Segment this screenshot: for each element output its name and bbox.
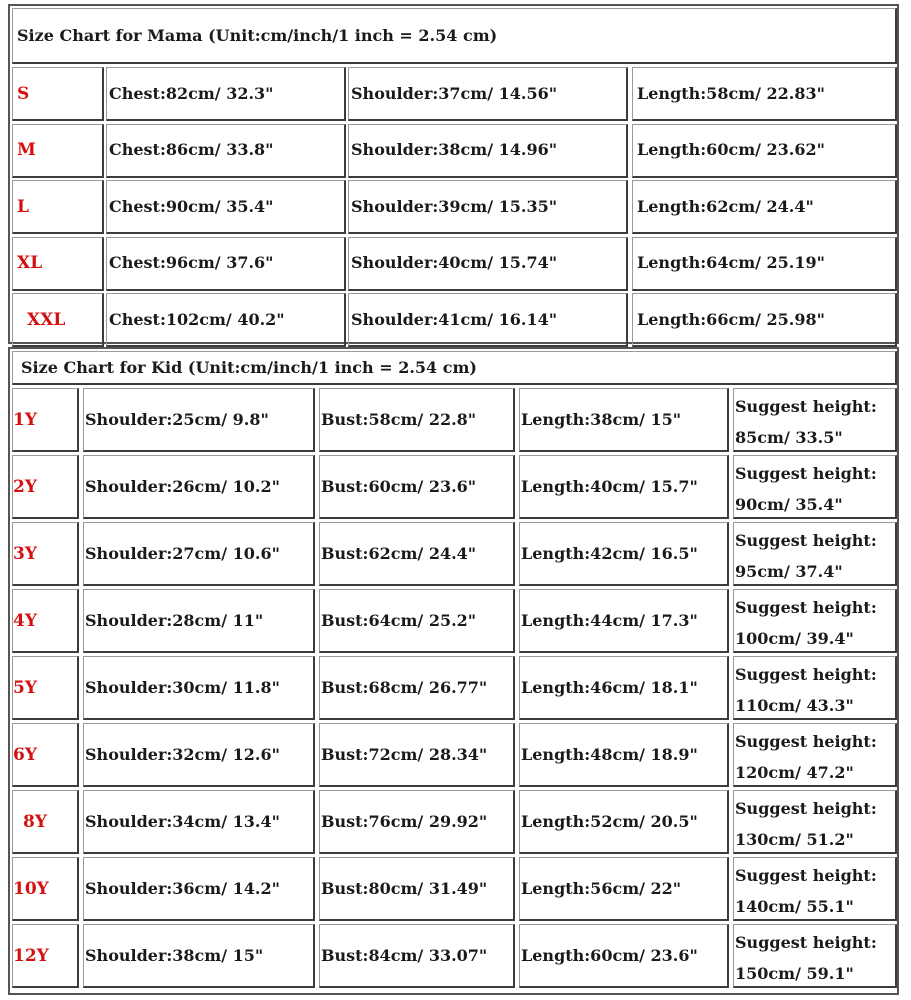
kid-length-cell: Length:56cm/ 22" — [519, 857, 729, 921]
mama-chart-title: Size Chart for Mama (Unit:cm/inch/1 inch = 2.54 cm) — [12, 8, 897, 64]
kid-height-value: 90cm/ 35.4" — [735, 495, 843, 514]
kid-height-value: 140cm/ 55.1" — [735, 897, 854, 916]
mama-chest-cell: Chest:86cm/ 33.8" — [106, 124, 346, 178]
kid-bust-cell: Bust:68cm/ 26.77" — [319, 656, 515, 720]
kid-length-cell: Length:44cm/ 17.3" — [519, 589, 729, 653]
mama-shoulder-cell: Shoulder:39cm/ 15.35" — [348, 180, 628, 234]
kid-height-value: 110cm/ 43.3" — [735, 696, 854, 715]
kid-height-label: Suggest height: — [735, 598, 877, 617]
kid-bust-cell: Bust:62cm/ 24.4" — [319, 522, 515, 586]
kid-bust-cell: Bust:80cm/ 31.49" — [319, 857, 515, 921]
kid-shoulder-cell: Shoulder:26cm/ 10.2" — [83, 455, 315, 519]
kid-shoulder-cell: Shoulder:28cm/ 11" — [83, 589, 315, 653]
kid-shoulder-cell: Shoulder:34cm/ 13.4" — [83, 790, 315, 854]
kid-size-label: 4Y — [12, 589, 79, 653]
kid-size-chart — [8, 347, 899, 995]
kid-size-label: 1Y — [12, 388, 79, 452]
mama-chest-cell: Chest:102cm/ 40.2" — [106, 293, 346, 347]
kid-height-value: 100cm/ 39.4" — [735, 629, 854, 648]
kid-bust-cell: Bust:84cm/ 33.07" — [319, 924, 515, 988]
kid-size-label: 12Y — [12, 924, 79, 988]
kid-length-cell: Length:42cm/ 16.5" — [519, 522, 729, 586]
kid-size-label: 6Y — [12, 723, 79, 787]
kid-height-value: 95cm/ 37.4" — [735, 562, 843, 581]
kid-length-cell: Length:52cm/ 20.5" — [519, 790, 729, 854]
kid-shoulder-cell: Shoulder:27cm/ 10.6" — [83, 522, 315, 586]
kid-bust-cell: Bust:58cm/ 22.8" — [319, 388, 515, 452]
kid-height-cell — [733, 589, 897, 653]
mama-length-cell: Length:58cm/ 22.83" — [632, 67, 897, 121]
mama-size-label: S — [12, 67, 104, 121]
mama-shoulder-cell: Shoulder:38cm/ 14.96" — [348, 124, 628, 178]
kid-height-cell — [733, 723, 897, 787]
kid-bust-cell: Bust:60cm/ 23.6" — [319, 455, 515, 519]
kid-height-value: 85cm/ 33.5" — [735, 428, 843, 447]
kid-height-cell — [733, 388, 897, 452]
kid-height-label: Suggest height: — [735, 866, 877, 885]
kid-bust-cell: Bust:72cm/ 28.34" — [319, 723, 515, 787]
kid-length-cell: Length:38cm/ 15" — [519, 388, 729, 452]
kid-height-label: Suggest height: — [735, 397, 877, 416]
kid-shoulder-cell: Shoulder:30cm/ 11.8" — [83, 656, 315, 720]
kid-height-label: Suggest height: — [735, 732, 877, 751]
kid-height-cell — [733, 522, 897, 586]
kid-shoulder-cell: Shoulder:38cm/ 15" — [83, 924, 315, 988]
kid-height-cell — [733, 857, 897, 921]
kid-chart-title: Size Chart for Kid (Unit:cm/inch/1 inch = 2.54 cm) — [12, 351, 897, 385]
kid-bust-cell: Bust:64cm/ 25.2" — [319, 589, 515, 653]
kid-length-cell: Length:60cm/ 23.6" — [519, 924, 729, 988]
mama-length-cell: Length:62cm/ 24.4" — [632, 180, 897, 234]
kid-height-cell — [733, 790, 897, 854]
kid-height-value: 120cm/ 47.2" — [735, 763, 854, 782]
mama-shoulder-cell: Shoulder:37cm/ 14.56" — [348, 67, 628, 121]
kid-height-cell — [733, 924, 897, 988]
mama-size-chart — [8, 4, 899, 344]
kid-shoulder-cell: Shoulder:36cm/ 14.2" — [83, 857, 315, 921]
mama-shoulder-cell: Shoulder:40cm/ 15.74" — [348, 237, 628, 291]
kid-size-label: 5Y — [12, 656, 79, 720]
mama-chest-cell: Chest:82cm/ 32.3" — [106, 67, 346, 121]
kid-height-label: Suggest height: — [735, 799, 877, 818]
kid-size-label: 10Y — [12, 857, 79, 921]
kid-height-label: Suggest height: — [735, 933, 877, 952]
kid-length-cell: Length:48cm/ 18.9" — [519, 723, 729, 787]
mama-length-cell: Length:66cm/ 25.98" — [632, 293, 897, 347]
kid-size-label: 8Y — [12, 790, 79, 854]
mama-length-cell: Length:60cm/ 23.62" — [632, 124, 897, 178]
mama-shoulder-cell: Shoulder:41cm/ 16.14" — [348, 293, 628, 347]
kid-height-label: Suggest height: — [735, 464, 877, 483]
mama-size-label: XXL — [12, 293, 104, 347]
kid-shoulder-cell: Shoulder:32cm/ 12.6" — [83, 723, 315, 787]
kid-length-cell: Length:46cm/ 18.1" — [519, 656, 729, 720]
kid-height-value: 130cm/ 51.2" — [735, 830, 854, 849]
mama-size-label: M — [12, 124, 104, 178]
mama-chest-cell: Chest:90cm/ 35.4" — [106, 180, 346, 234]
kid-height-cell — [733, 455, 897, 519]
mama-size-label: L — [12, 180, 104, 234]
kid-size-label: 3Y — [12, 522, 79, 586]
mama-chest-cell: Chest:96cm/ 37.6" — [106, 237, 346, 291]
kid-height-cell — [733, 656, 897, 720]
mama-length-cell: Length:64cm/ 25.19" — [632, 237, 897, 291]
kid-height-label: Suggest height: — [735, 531, 877, 550]
kid-height-value: 150cm/ 59.1" — [735, 964, 854, 983]
kid-shoulder-cell: Shoulder:25cm/ 9.8" — [83, 388, 315, 452]
kid-length-cell: Length:40cm/ 15.7" — [519, 455, 729, 519]
mama-size-label: XL — [12, 237, 104, 291]
kid-size-label: 2Y — [12, 455, 79, 519]
kid-bust-cell: Bust:76cm/ 29.92" — [319, 790, 515, 854]
kid-height-label: Suggest height: — [735, 665, 877, 684]
